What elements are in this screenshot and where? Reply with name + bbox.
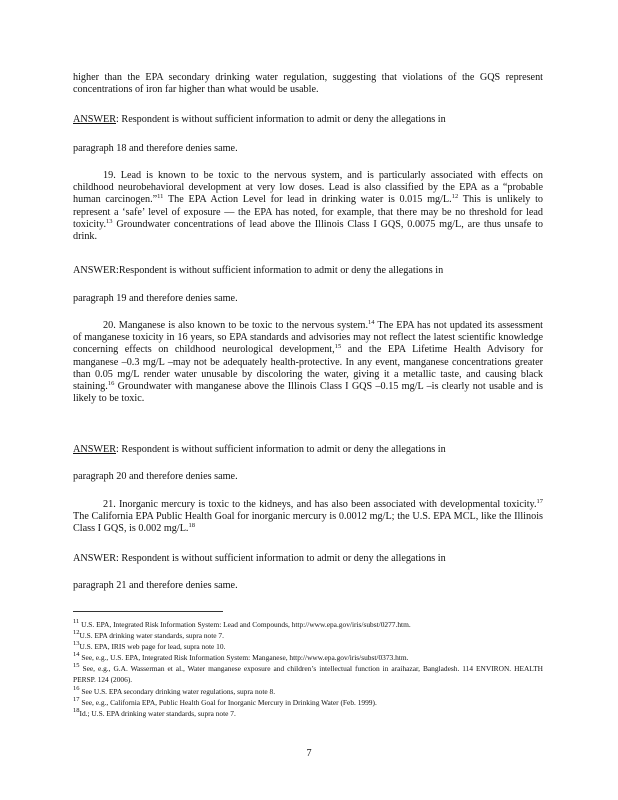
footnote-11: $^{11}$ U.S. EPA, Integrated Risk Information System: Lead and Compounds, http://www.epa.gov/iris/subst/0277.htm. [73, 618, 411, 629]
footnote-ref: 14 [368, 319, 375, 326]
footnote-ref: 17 [536, 498, 544, 505]
answer-21-line1: ANSWER: Respondent is without sufficient information to admit or deny the allegations in [73, 553, 446, 564]
footnote-ref: 16 [107, 380, 115, 388]
answer-label: ANSWER [73, 444, 117, 455]
answer-label: ANSWER [73, 553, 117, 564]
footnote-ref: 13 [106, 217, 113, 225]
footnote-15: $^{15}$ See, e.g., G.A. Wasserman et al., Water manganese exposure and children’s intellectual function in araihazar, Bangladesh. 114 ENVIRON. HEALTH PERSP. 124 (2006). [73, 662, 543, 685]
footnote-17: $^{17}$ See, e.g., California EPA, Public Health Goal for Inorganic Mercury in Drinking Water (Feb. 1999). [73, 696, 377, 707]
footnote-13: $^{13}$U.S. EPA, IRIS web page for lead, supra note 10. [73, 640, 226, 651]
paragraph-number: 21. [103, 499, 116, 510]
footnote-18: $^{18}$Id.; U.S. EPA drinking water standards, supra note 7. [73, 707, 236, 718]
answer-20-line1: ANSWER: Respondent is without sufficient information to admit or deny the allegations in [73, 444, 446, 455]
answer-21-line2: paragraph 21 and therefore denies same. [73, 580, 238, 591]
footnote-separator [73, 611, 223, 612]
answer-19-line2: paragraph 19 and therefore denies same. [73, 293, 238, 304]
paragraph-number: 20. [103, 320, 116, 331]
footnote-ref: 11 [157, 193, 164, 201]
answer-label: ANSWER [73, 114, 117, 125]
answer-18-line2: paragraph 18 and therefore denies same. [73, 143, 238, 154]
footnote-ref: 12 [451, 193, 459, 201]
footnote-12: $^{12}$U.S. EPA drinking water standards, supra note 7. [73, 629, 224, 640]
answer-20-line2: paragraph 20 and therefore denies same. [73, 471, 238, 482]
page-number: 7 [306, 748, 312, 759]
intro-paragraph: higher than the EPA secondary drinking water regulation, suggesting that violations of the GQS represent concentrations of iron far higher than what would be usable. [73, 72, 543, 96]
answer-19-line1: ANSWER:Respondent is without sufficient information to admit or deny the allegations in [73, 265, 444, 276]
paragraph-19: 19. Lead is known to be toxic to the nervous system, and is particularly associated with effects on childhood neurobehavioral development at very low doses. Lead is also classified by the EPA as a “probable human carcinogen.”$^{11}$ The EPA Action Level for lead in drinking water is 0.015 mg/L.$^{12}$ This is unlikely to represent a ‘safe’ level of exposure — the EPA has noted, for example, that there may be no threshold for lead toxicity.$^{13}$ Groundwater concentrations of lead above the Illinois Class I GQS, 0.0075 mg/L, are thus unsafe to drink. [73, 170, 544, 243]
answer-18-line1: ANSWER: Respondent is without sufficient information to admit or deny the allegations in [73, 114, 446, 125]
footnote-16: $^{16}$ See U.S. EPA secondary drinking water regulations, supra note 8. [73, 685, 276, 696]
answer-label: ANSWER [73, 265, 117, 276]
paragraph-21: 21. Inorganic mercury is toxic to the kidneys, and has also been associated with developmental toxicity.$^{17}$ The California EPA Public Health Goal for inorganic mercury is 0.0012 mg/L; the U.S. EPA MCL, like the Illinois Class I GQS, is 0.002 mg/L.$^{18}$ [73, 498, 544, 535]
footnote-14: $^{14}$ See, e.g., U.S. EPA, Integrated Risk Information System: Manganese, http://www.epa.gov/iris/subst/0373.htm. [73, 651, 409, 662]
footnote-ref: 18 [188, 522, 195, 530]
paragraph-20: 20. Manganese is also known to be toxic to the nervous system.$^{14}$ The EPA has not updated its assessment of manganese toxicity in 16 years, so EPA standards and advisories may not reflect the latest scientific knowledge concerning effects on childhood neurological development,$^{15}$ and the EPA Lifetime Health Advisory for manganese –0.3 mg/L –may not be adequately health-protective. In any event, manganese concentrations greater than 0.05 mg/L render water unusable by discoloring the water, giving it a metallic taste, and causing black staining.$^{16}$ Groundwater with manganese above the Illinois Class I GQS –0.15 mg/L –is clearly not usable and is likely to be toxic. [73, 319, 544, 405]
paragraph-number: 19. [103, 170, 116, 181]
footnote-ref: 15 [334, 343, 342, 351]
